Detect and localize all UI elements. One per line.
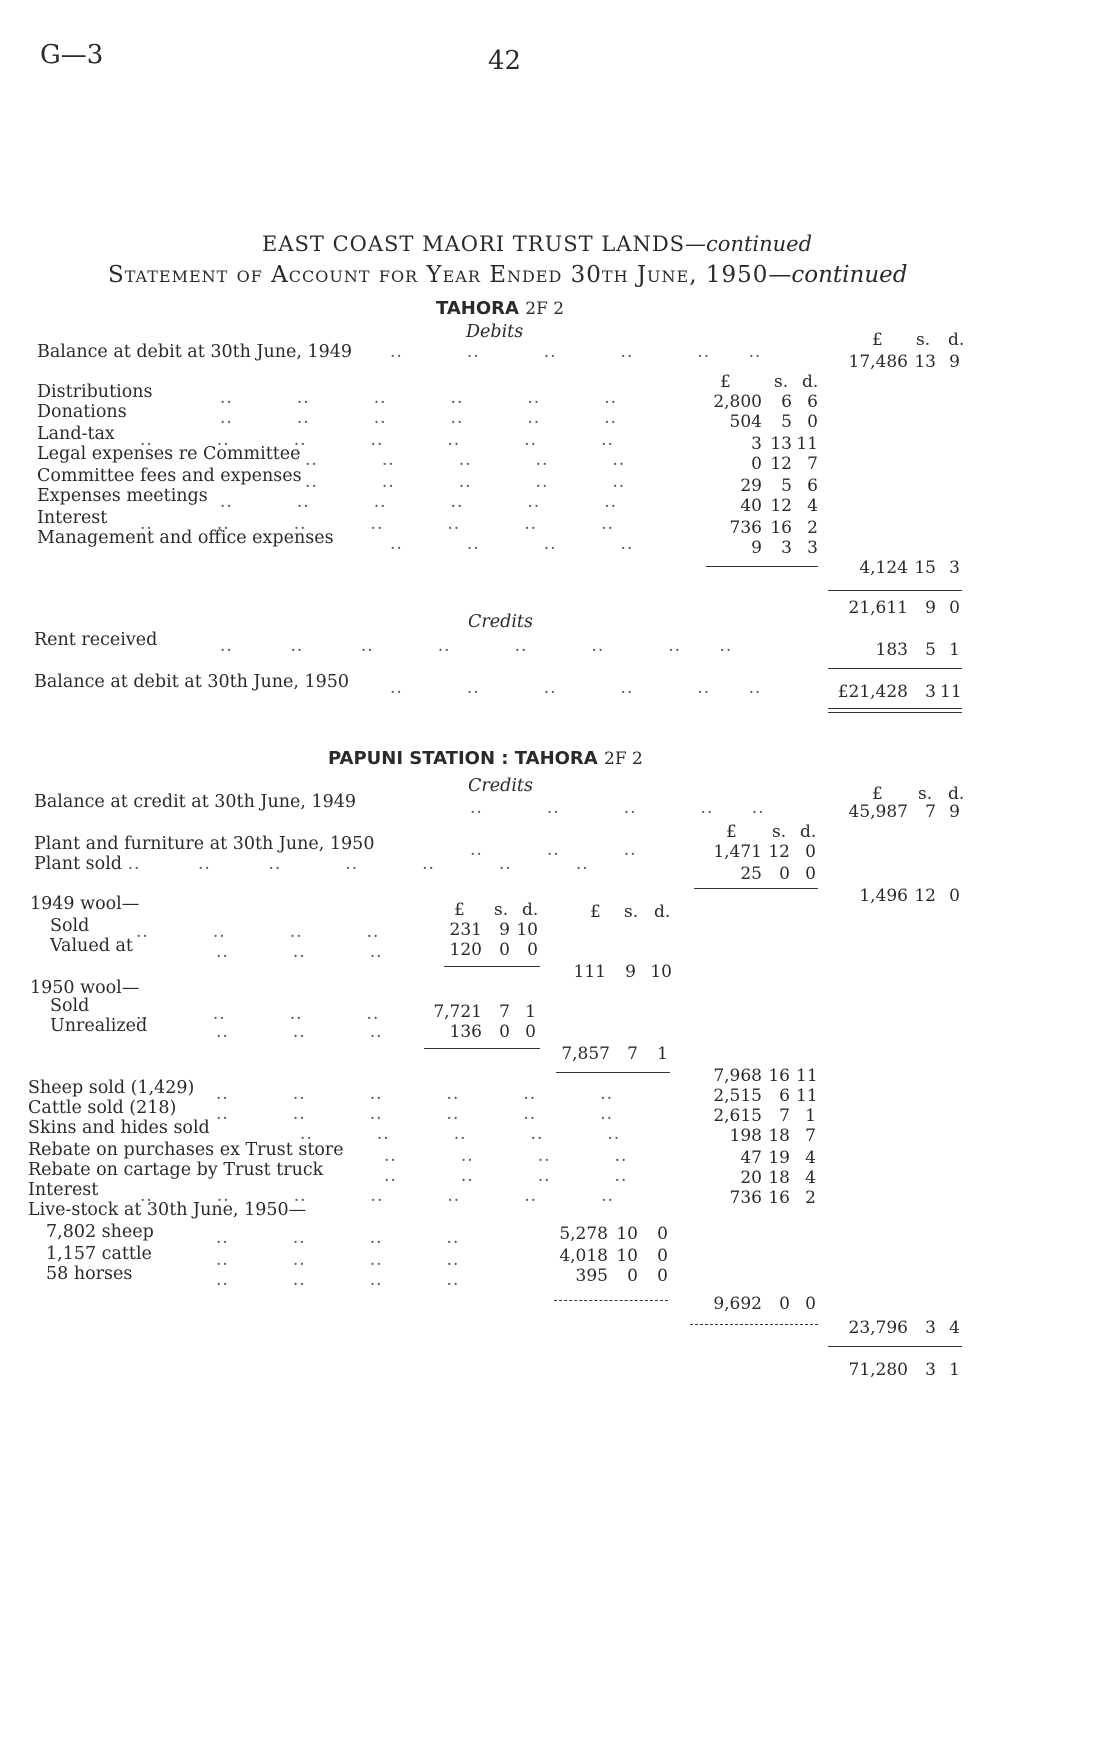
debit-item-pence: 0 (807, 412, 818, 432)
credit-item-shillings: 16 (768, 1188, 790, 1208)
wool1949-net-pence: 10 (650, 962, 672, 982)
rule (556, 1072, 670, 1073)
wool1949-net-shillings: 9 (625, 962, 636, 982)
papuni-subtotal-shillings: 3 (925, 1318, 936, 1338)
credit-item-shillings: 18 (768, 1168, 790, 1188)
leader-dots: .. .. .. .. .. .. (216, 1084, 678, 1104)
rent-shillings: 5 (925, 640, 936, 660)
wool1949-valued-pence: 0 (527, 940, 538, 960)
credit-item-pounds: 2,615 (713, 1106, 762, 1126)
rent-label: Rent received (34, 630, 158, 650)
section-title-tahora-text: TAHORA (436, 298, 519, 319)
leader-dots: .. .. .. .. (384, 1146, 692, 1166)
plant-label: Plant and furniture at 30th June, 1950 (34, 834, 375, 854)
wool1949-net-pounds: 111 (573, 962, 606, 982)
debit-item-label: Donations (37, 402, 127, 422)
debit-item-pence: 6 (807, 476, 818, 496)
debit-item-shillings: 12 (770, 496, 792, 516)
livestock-item-shillings: 10 (616, 1224, 638, 1244)
section-title-tahora-suffix: 2F 2 (525, 299, 565, 319)
debit-item-shillings: 5 (781, 476, 792, 496)
leader-dots: .. .. .. .. .. .. .. (140, 1186, 678, 1206)
credit-item-label: Rebate on purchases ex Trust store (28, 1140, 344, 1160)
wool1950-unrealized-pounds: 136 (449, 1022, 482, 1042)
debit-item-pounds: 9 (751, 538, 762, 558)
statement-heading (108, 262, 907, 288)
debit-item-pounds: 40 (740, 496, 762, 516)
wool1950-total-shillings: 7 (627, 1044, 638, 1064)
wool1949-sold-pounds: 231 (449, 920, 482, 940)
rule (828, 712, 962, 713)
livestock-item-shillings: 0 (627, 1266, 638, 1286)
debit-item-shillings: 12 (770, 454, 792, 474)
wool1949-valued-label: Valued at (50, 936, 133, 956)
wool-total-pounds: 7,968 (713, 1066, 762, 1086)
tahora-closing-pounds: £21,428 (837, 682, 908, 702)
debit-item-pounds: 736 (729, 518, 762, 538)
debit-item-label: Distributions (37, 382, 153, 402)
leader-dots: .. .. .. .. .. (470, 798, 765, 818)
wool1949-valued-shillings: 0 (499, 940, 510, 960)
wool-head2-pounds: £ (590, 902, 601, 922)
leader-dots: .. .. .. .. .. (305, 450, 690, 470)
debit-item-pounds: 3 (751, 434, 762, 454)
credit-item-pence: 4 (805, 1168, 816, 1188)
credit-item-pence: 11 (796, 1086, 818, 1106)
tahora-closing-pence: 11 (940, 682, 962, 702)
wool1949-sold-shillings: 9 (499, 920, 510, 940)
rent-pounds: 183 (875, 640, 908, 660)
rule (424, 1048, 540, 1049)
tahora-opening-pence: 9 (949, 352, 960, 372)
livestock-item-label: 58 horses (46, 1264, 133, 1284)
tahora-opening-pounds: 17,486 (848, 352, 908, 372)
debit-item-pounds: 504 (729, 412, 762, 432)
wool-total-pence: 11 (796, 1066, 818, 1086)
plant-sold-text: Plant sold (34, 854, 122, 874)
wool-head2-shillings: s. (624, 902, 639, 922)
livestock-item-pounds: 5,278 (559, 1224, 608, 1244)
tahora-grand-pounds: 21,611 (848, 598, 908, 618)
tahora-closing-label: Balance at debit at 30th June, 1950 (34, 672, 350, 692)
wool-head-shillings: s. (494, 900, 509, 920)
leader-dots: .. .. .. .. .. .. (390, 342, 762, 362)
leader-dots: .. .. .. .. (216, 1270, 524, 1290)
leader-dots: .. .. .. .. .. .. .. (140, 430, 678, 450)
leader-dots: .. .. .. .. .. .. .. (140, 514, 678, 534)
rule (828, 1346, 962, 1347)
papuni-opening-label: Balance at credit at 30th June, 1949 (34, 792, 356, 812)
livestock-item-pounds: 395 (575, 1266, 608, 1286)
head-pounds: £ (872, 330, 883, 350)
debit-item-label: Management and office expenses (37, 528, 334, 548)
papuni-credits-label: Credits (468, 776, 533, 796)
wool1949-sold-label: Sold (50, 916, 90, 936)
livestock-total-pence: 0 (805, 1294, 816, 1314)
rule (828, 668, 962, 669)
inner-head-shillings: s. (772, 822, 787, 842)
credit-item-pounds: 736 (729, 1188, 762, 1208)
tahora-opening-label: Balance at debit at 30th June, 1949 (37, 342, 353, 362)
leader-dots: .. .. .. .. .. (300, 1124, 685, 1144)
head-shillings: s. (916, 330, 931, 350)
debit-item-pence: 6 (807, 392, 818, 412)
leader-dots: .. .. .. .. (384, 1166, 692, 1186)
debit-item-shillings: 6 (781, 392, 792, 412)
debit-item-label: Expenses meetings (37, 486, 208, 506)
inner-head-shillings: s. (774, 372, 789, 392)
livestock-item-pence: 0 (657, 1246, 668, 1266)
head-pence: d. (948, 784, 965, 804)
livestock-item-label: 7,802 sheep (46, 1222, 154, 1242)
livestock-item-pence: 0 (657, 1224, 668, 1244)
main-heading-continued: —continued (685, 232, 813, 256)
wool1949-valued-pounds: 120 (449, 940, 482, 960)
debit-item-pence: 11 (796, 434, 818, 454)
rule (554, 1300, 668, 1301)
head-shillings: s. (918, 784, 933, 804)
papuni-opening-pounds: 45,987 (848, 802, 908, 822)
tahora-opening-shillings: 13 (914, 352, 936, 372)
wool-head-pounds: £ (454, 900, 465, 920)
credit-item-label: Rebate on cartage by Trust truck (28, 1160, 324, 1180)
credit-item-shillings: 7 (779, 1106, 790, 1126)
debit-item-label: Interest (37, 508, 108, 528)
livestock-item-label: 1,157 cattle (46, 1244, 152, 1264)
leader-dots: .. .. .. (216, 942, 383, 962)
papuni-opening-pence: 9 (949, 802, 960, 822)
papuni-grand-pounds: 71,280 (848, 1360, 908, 1380)
leader-dots: .. .. .. .. (136, 922, 380, 942)
debit-item-pounds: 2,800 (713, 392, 762, 412)
leader-dots: .. .. .. (470, 840, 637, 860)
section-title-tahora (436, 298, 564, 319)
papuni-subtotal-pence: 4 (949, 1318, 960, 1338)
statement-heading-continued: —continued (768, 262, 908, 288)
credit-item-shillings: 6 (779, 1086, 790, 1106)
rent-pence: 1 (949, 640, 960, 660)
plant-pounds: 1,471 (713, 842, 762, 862)
tahora-grand-shillings: 9 (925, 598, 936, 618)
wool1950-sold-pounds: 7,721 (433, 1002, 482, 1022)
rule (706, 566, 818, 567)
papuni-grand-pence: 1 (949, 1360, 960, 1380)
wool1950-total-pence: 1 (657, 1044, 668, 1064)
credit-item-label: Cattle sold (218) (28, 1098, 177, 1118)
leader-dots: .. .. .. .. (216, 1250, 524, 1270)
leader-dots: .. .. .. .. .. .. (216, 1104, 678, 1124)
rule (828, 590, 962, 591)
credit-item-shillings: 18 (768, 1126, 790, 1146)
wool1950-total-pounds: 7,857 (561, 1044, 610, 1064)
debit-item-shillings: 16 (770, 518, 792, 538)
leader-dots: .. .. .. .. .. .. (220, 492, 682, 512)
tahora-items-total-pounds: 4,124 (859, 558, 908, 578)
credit-item-label: Sheep sold (1,429) (28, 1078, 195, 1098)
debit-item-pence: 2 (807, 518, 818, 538)
leader-dots: .. .. .. (216, 1022, 383, 1042)
leader-dots: .. .. .. .. (136, 1004, 380, 1024)
rule (444, 966, 540, 967)
credit-item-label: Skins and hides sold (28, 1118, 210, 1138)
credit-item-pence: 1 (805, 1106, 816, 1126)
plant-total-pounds: 1,496 (859, 886, 908, 906)
credit-item-pounds: 20 (740, 1168, 762, 1188)
head-pence: d. (948, 330, 965, 350)
credit-item-pence: 4 (805, 1148, 816, 1168)
credit-item-pounds: 47 (740, 1148, 762, 1168)
section-title-papuni-suffix: 2F 2 (604, 749, 643, 769)
papuni-grand-shillings: 3 (925, 1360, 936, 1380)
wool1950-unrealized-shillings: 0 (499, 1022, 510, 1042)
debit-item-label: Land-tax (37, 424, 115, 444)
credit-item-pence: 7 (805, 1126, 816, 1146)
wool1950-unrealized-pence: 0 (525, 1022, 536, 1042)
rule (690, 1324, 818, 1325)
page-reference: G—3 (40, 40, 104, 70)
credit-item-pence: 2 (805, 1188, 816, 1208)
leader-dots: .. .. .. .. .. .. .. .. (220, 636, 733, 656)
leader-dots: .. .. .. .. (216, 1228, 524, 1248)
tahora-items-total-pence: 3 (949, 558, 960, 578)
plant-sold-label: Plant sold .. .. .. .. .. .. .. (34, 854, 589, 874)
debit-item-label: Committee fees and expenses (37, 466, 302, 486)
page-number: 42 (488, 46, 522, 76)
rule (694, 888, 818, 889)
debit-item-pounds: 0 (751, 454, 762, 474)
section-title-papuni (328, 748, 643, 769)
credits-label: Credits (468, 612, 533, 632)
wool1950-sold-shillings: 7 (499, 1002, 510, 1022)
livestock-item-shillings: 10 (616, 1246, 638, 1266)
rule (828, 708, 962, 709)
livestock-label: Live-stock at 30th June, 1950— (28, 1200, 307, 1220)
debit-item-pence: 7 (807, 454, 818, 474)
wool1950-sold-label: Sold (50, 996, 90, 1016)
tahora-grand-pence: 0 (949, 598, 960, 618)
tahora-closing-shillings: 3 (925, 682, 936, 702)
head-pounds: £ (872, 784, 883, 804)
plant-pence: 0 (805, 842, 816, 862)
wool-head2-pence: d. (654, 902, 671, 922)
inner-head-pounds: £ (726, 822, 737, 842)
wool-head-pence: d. (522, 900, 539, 920)
section-title-papuni-text: PAPUNI STATION : TAHORA (328, 748, 598, 769)
papuni-opening-shillings: 7 (925, 802, 936, 822)
leader-dots: .. .. .. .. .. .. (220, 388, 682, 408)
credit-item-pounds: 198 (729, 1126, 762, 1146)
livestock-total-pounds: 9,692 (713, 1294, 762, 1314)
debit-item-shillings: 13 (770, 434, 792, 454)
credit-item-shillings: 19 (768, 1148, 790, 1168)
wool1950-sold-pence: 1 (525, 1002, 536, 1022)
plant-sold-shillings: 0 (779, 864, 790, 884)
plant-shillings: 12 (768, 842, 790, 862)
inner-head-pounds: £ (720, 372, 731, 392)
leader-dots: .. .. .. .. .. .. (390, 678, 762, 698)
wool1950-unrealized-label: Unrealized (50, 1016, 148, 1036)
credit-item-pounds: 2,515 (713, 1086, 762, 1106)
credit-item-label: Interest (28, 1180, 99, 1200)
livestock-item-pounds: 4,018 (559, 1246, 608, 1266)
debits-label: Debits (466, 322, 524, 342)
wool-total-shillings: 16 (768, 1066, 790, 1086)
plant-total-shillings: 12 (914, 886, 936, 906)
inner-head-pence: d. (800, 822, 817, 842)
livestock-total-shillings: 0 (779, 1294, 790, 1314)
wool1949-label: 1949 wool— (30, 894, 140, 914)
plant-sold-pence: 0 (805, 864, 816, 884)
leader-dots: .. .. .. .. .. (305, 472, 690, 492)
livestock-item-pence: 0 (657, 1266, 668, 1286)
inner-head-pence: d. (802, 372, 819, 392)
debit-item-pounds: 29 (740, 476, 762, 496)
tahora-items-total-shillings: 15 (914, 558, 936, 578)
debit-item-pence: 4 (807, 496, 818, 516)
plant-sold-pounds: 25 (740, 864, 762, 884)
statement-heading-text: Statement of Account for Year Ended 30th June, 1950 (108, 262, 769, 288)
wool1949-sold-pence: 10 (516, 920, 538, 940)
leader-dots: .. .. .. .. .. .. (220, 408, 682, 428)
debit-item-shillings: 3 (781, 538, 792, 558)
debit-item-pence: 3 (807, 538, 818, 558)
debit-item-label: Legal expenses re Committee (37, 444, 301, 464)
wool1950-label: 1950 wool— (30, 978, 140, 998)
plant-total-pence: 0 (949, 886, 960, 906)
main-heading-text: EAST COAST MAORI TRUST LANDS (262, 232, 686, 256)
main-heading (262, 232, 812, 256)
leader-dots: .. .. .. .. (390, 534, 698, 554)
papuni-subtotal-pounds: 23,796 (848, 1318, 908, 1338)
debit-item-shillings: 5 (781, 412, 792, 432)
